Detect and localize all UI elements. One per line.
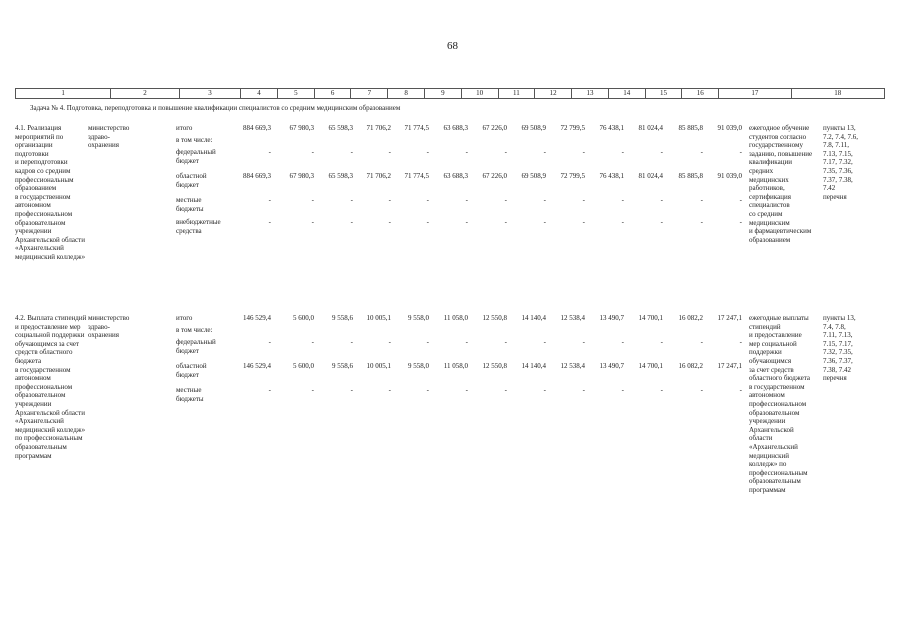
amount-cell: - — [739, 148, 742, 156]
amount-cell: - — [660, 218, 663, 226]
header-cell: 12 — [535, 89, 572, 98]
amount-cell: 81 024,4 — [638, 124, 663, 132]
table-header-row — [15, 88, 885, 99]
amount-cell: - — [543, 196, 546, 204]
funding-source: федеральный бюджет — [176, 148, 216, 165]
amount-cell: 91 039,0 — [717, 172, 742, 180]
amount-cell: - — [582, 386, 585, 394]
amount-cell: 69 508,9 — [521, 172, 546, 180]
amount-cell: 884 669,3 — [243, 124, 271, 132]
funding-source: в том числе: — [176, 325, 213, 334]
executor: министерство здраво- охранения — [88, 124, 130, 150]
measure-name: 4.1. Реализация мероприятий по организации подготовки и переподготовки кадров со средним профессиональным образованием в государственном автономном профессиональном образовательном учреждении Архангельской области «Архангельский медицинский колледж» — [15, 124, 86, 261]
amount-cell: 67 226,0 — [482, 172, 507, 180]
amount-cell: - — [268, 148, 271, 156]
header-cell: 13 — [572, 89, 609, 98]
amount-cell: 14 140,4 — [521, 362, 546, 370]
amount-cell: 9 558,6 — [332, 314, 353, 322]
amount-cell: - — [426, 148, 429, 156]
funding-source: местные бюджеты — [176, 196, 204, 213]
amount-cell: - — [543, 338, 546, 346]
funding-source: итого — [176, 314, 193, 322]
amount-cell: - — [582, 196, 585, 204]
amount-cell: - — [504, 338, 507, 346]
amount-cell: - — [739, 338, 742, 346]
header-cell: 14 — [609, 89, 646, 98]
amount-cell: - — [700, 148, 703, 156]
amount-cell: - — [268, 386, 271, 394]
amount-cell: - — [465, 338, 468, 346]
header-cell: 18 — [834, 89, 842, 97]
amount-cell: - — [350, 196, 353, 204]
amount-cell: - — [388, 148, 391, 156]
funding-source: областной бюджет — [176, 172, 207, 189]
list-items: пункты 13, 7.4, 7.8, 7.11, 7.13, 7.15, 7.17, 7.32, 7.35, 7.36, 7.37, 7.38, 7.42 перечня — [823, 314, 856, 383]
amount-cell: 67 980,3 — [289, 124, 314, 132]
amount-cell: - — [504, 196, 507, 204]
amount-cell: - — [582, 218, 585, 226]
amount-cell: 14 700,1 — [638, 314, 663, 322]
funding-source: федеральный бюджет — [176, 338, 216, 355]
executor: министерство здраво- охранения — [88, 314, 130, 340]
amount-cell: - — [543, 386, 546, 394]
amount-cell: - — [621, 196, 624, 204]
header-cell: 10 — [462, 89, 499, 98]
amount-cell: 65 598,3 — [328, 124, 353, 132]
header-cell: 1 — [16, 89, 111, 98]
amount-cell: - — [465, 148, 468, 156]
amount-cell: 76 438,1 — [599, 172, 624, 180]
amount-cell: - — [660, 148, 663, 156]
funding-source: областной бюджет — [176, 362, 207, 379]
amount-cell: - — [543, 148, 546, 156]
amount-cell: - — [465, 386, 468, 394]
amount-cell: 14 700,1 — [638, 362, 663, 370]
amount-cell: - — [426, 218, 429, 226]
amount-cell: 14 140,4 — [521, 314, 546, 322]
amount-cell: 146 529,4 — [243, 362, 271, 370]
amount-cell: 63 688,3 — [443, 124, 468, 132]
amount-cell: 10 005,1 — [366, 314, 391, 322]
funding-source: местные бюджеты — [176, 386, 204, 403]
header-cell: 6 — [315, 89, 352, 98]
amount-cell: - — [621, 218, 624, 226]
amount-cell: 17 247,1 — [717, 314, 742, 322]
funding-source: в том числе: — [176, 135, 213, 144]
amount-cell: - — [350, 386, 353, 394]
amount-cell: - — [350, 148, 353, 156]
amount-cell: 16 082,2 — [678, 314, 703, 322]
amount-cell: - — [660, 386, 663, 394]
amount-cell: 16 082,2 — [678, 362, 703, 370]
amount-cell: 11 058,0 — [443, 362, 468, 370]
amount-cell: - — [388, 386, 391, 394]
amount-cell: - — [268, 218, 271, 226]
amount-cell: 71 774,5 — [404, 172, 429, 180]
amount-cell: 13 490,7 — [599, 314, 624, 322]
header-cell: 15 — [646, 89, 683, 98]
amount-cell: - — [739, 196, 742, 204]
amount-cell: - — [465, 196, 468, 204]
amount-cell: 72 799,5 — [560, 172, 585, 180]
funding-source: итого — [176, 124, 193, 132]
amount-cell: - — [388, 218, 391, 226]
amount-cell: - — [504, 218, 507, 226]
header-cell: 17 — [719, 89, 792, 98]
amount-cell: 71 706,2 — [366, 172, 391, 180]
header-cell: 9 — [425, 89, 462, 98]
amount-cell: - — [621, 386, 624, 394]
result-text: ежегодные выплаты стипендий и предоставление мер социальной поддержки обучающимся за счет средств областного бюджета в государственном автономном профессиональном образовательном учреждении Архангельской области «Архангельский медицинский колледж» по профессиональным образовательным программам — [749, 314, 810, 494]
header-cell: 8 — [388, 89, 425, 98]
amount-cell: 9 558,6 — [332, 362, 353, 370]
amount-cell: 5 600,0 — [293, 362, 314, 370]
header-cell: 2 — [111, 89, 180, 98]
amount-cell: - — [311, 386, 314, 394]
amount-cell: 12 538,4 — [560, 362, 585, 370]
amount-cell: - — [582, 338, 585, 346]
amount-cell: 12 550,8 — [482, 362, 507, 370]
amount-cell: 71 774,5 — [404, 124, 429, 132]
amount-cell: 12 538,4 — [560, 314, 585, 322]
amount-cell: - — [660, 196, 663, 204]
amount-cell: - — [739, 218, 742, 226]
amount-cell: 10 005,1 — [366, 362, 391, 370]
amount-cell: - — [311, 218, 314, 226]
amount-cell: 72 799,5 — [560, 124, 585, 132]
amount-cell: 884 669,3 — [243, 172, 271, 180]
amount-cell: - — [700, 218, 703, 226]
amount-cell: 12 550,8 — [482, 314, 507, 322]
amount-cell: 9 558,0 — [408, 362, 429, 370]
amount-cell: 63 688,3 — [443, 172, 468, 180]
amount-cell: - — [582, 148, 585, 156]
list-items: пункты 13, 7.2, 7.4, 7.6, 7.8, 7.11, 7.13, 7.15, 7.17, 7.32, 7.35, 7.36, 7.37, 7.38, 7.42 перечня — [823, 124, 858, 201]
amount-cell: - — [543, 218, 546, 226]
amount-cell: - — [700, 196, 703, 204]
amount-cell: - — [465, 218, 468, 226]
amount-cell: - — [350, 338, 353, 346]
amount-cell: 9 558,0 — [408, 314, 429, 322]
amount-cell: 67 226,0 — [482, 124, 507, 132]
amount-cell: 146 529,4 — [243, 314, 271, 322]
amount-cell: - — [311, 148, 314, 156]
amount-cell: - — [660, 338, 663, 346]
amount-cell: - — [426, 386, 429, 394]
amount-cell: 65 598,3 — [328, 172, 353, 180]
header-cell: 16 — [682, 89, 719, 98]
amount-cell: - — [426, 196, 429, 204]
amount-cell: 67 980,3 — [289, 172, 314, 180]
amount-cell: 81 024,4 — [638, 172, 663, 180]
funding-source: внебюджетные средства — [176, 218, 221, 235]
result-text: ежегодное обучение студентов согласно государственному заданию, повышение квалификации средних медицинских работников, сертификация специалистов со средним медицинским и фармацевтическим образованием — [749, 124, 813, 244]
page-number: 68 — [447, 40, 458, 52]
amount-cell: - — [504, 386, 507, 394]
amount-cell: 11 058,0 — [443, 314, 468, 322]
amount-cell: 13 490,7 — [599, 362, 624, 370]
header-cell: 7 — [351, 89, 388, 98]
amount-cell: - — [700, 338, 703, 346]
amount-cell: - — [311, 196, 314, 204]
header-cell: 5 — [278, 89, 315, 98]
amount-cell: 69 508,9 — [521, 124, 546, 132]
task-title: Задача № 4. Подготовка, переподготовка и повышение квалификации специалистов со средним медицинским образованием — [30, 104, 401, 112]
amount-cell: 76 438,1 — [599, 124, 624, 132]
amount-cell: - — [621, 338, 624, 346]
amount-cell: 91 039,0 — [717, 124, 742, 132]
amount-cell: - — [311, 338, 314, 346]
measure-name: 4.2. Выплата стипендий и предоставление мер социальной поддержки обучающимся за счет средств областного бюджета в государственном автономном профессиональном образовательном учреждении Архангельской области «Архангельский медицинский колледж» по профессиональным образовательным программам — [15, 314, 87, 460]
amount-cell: - — [700, 386, 703, 394]
amount-cell: - — [268, 196, 271, 204]
amount-cell: - — [426, 338, 429, 346]
amount-cell: 71 706,2 — [366, 124, 391, 132]
amount-cell: 5 600,0 — [293, 314, 314, 322]
amount-cell: - — [268, 338, 271, 346]
amount-cell: 17 247,1 — [717, 362, 742, 370]
header-cell: 4 — [241, 89, 278, 98]
amount-cell: - — [350, 218, 353, 226]
amount-cell: - — [388, 338, 391, 346]
amount-cell: 85 885,8 — [678, 124, 703, 132]
amount-cell: - — [621, 148, 624, 156]
amount-cell: - — [739, 386, 742, 394]
amount-cell: - — [504, 148, 507, 156]
header-cell: 3 — [180, 89, 241, 98]
header-cell: 11 — [499, 89, 536, 98]
amount-cell: 85 885,8 — [678, 172, 703, 180]
amount-cell: - — [388, 196, 391, 204]
